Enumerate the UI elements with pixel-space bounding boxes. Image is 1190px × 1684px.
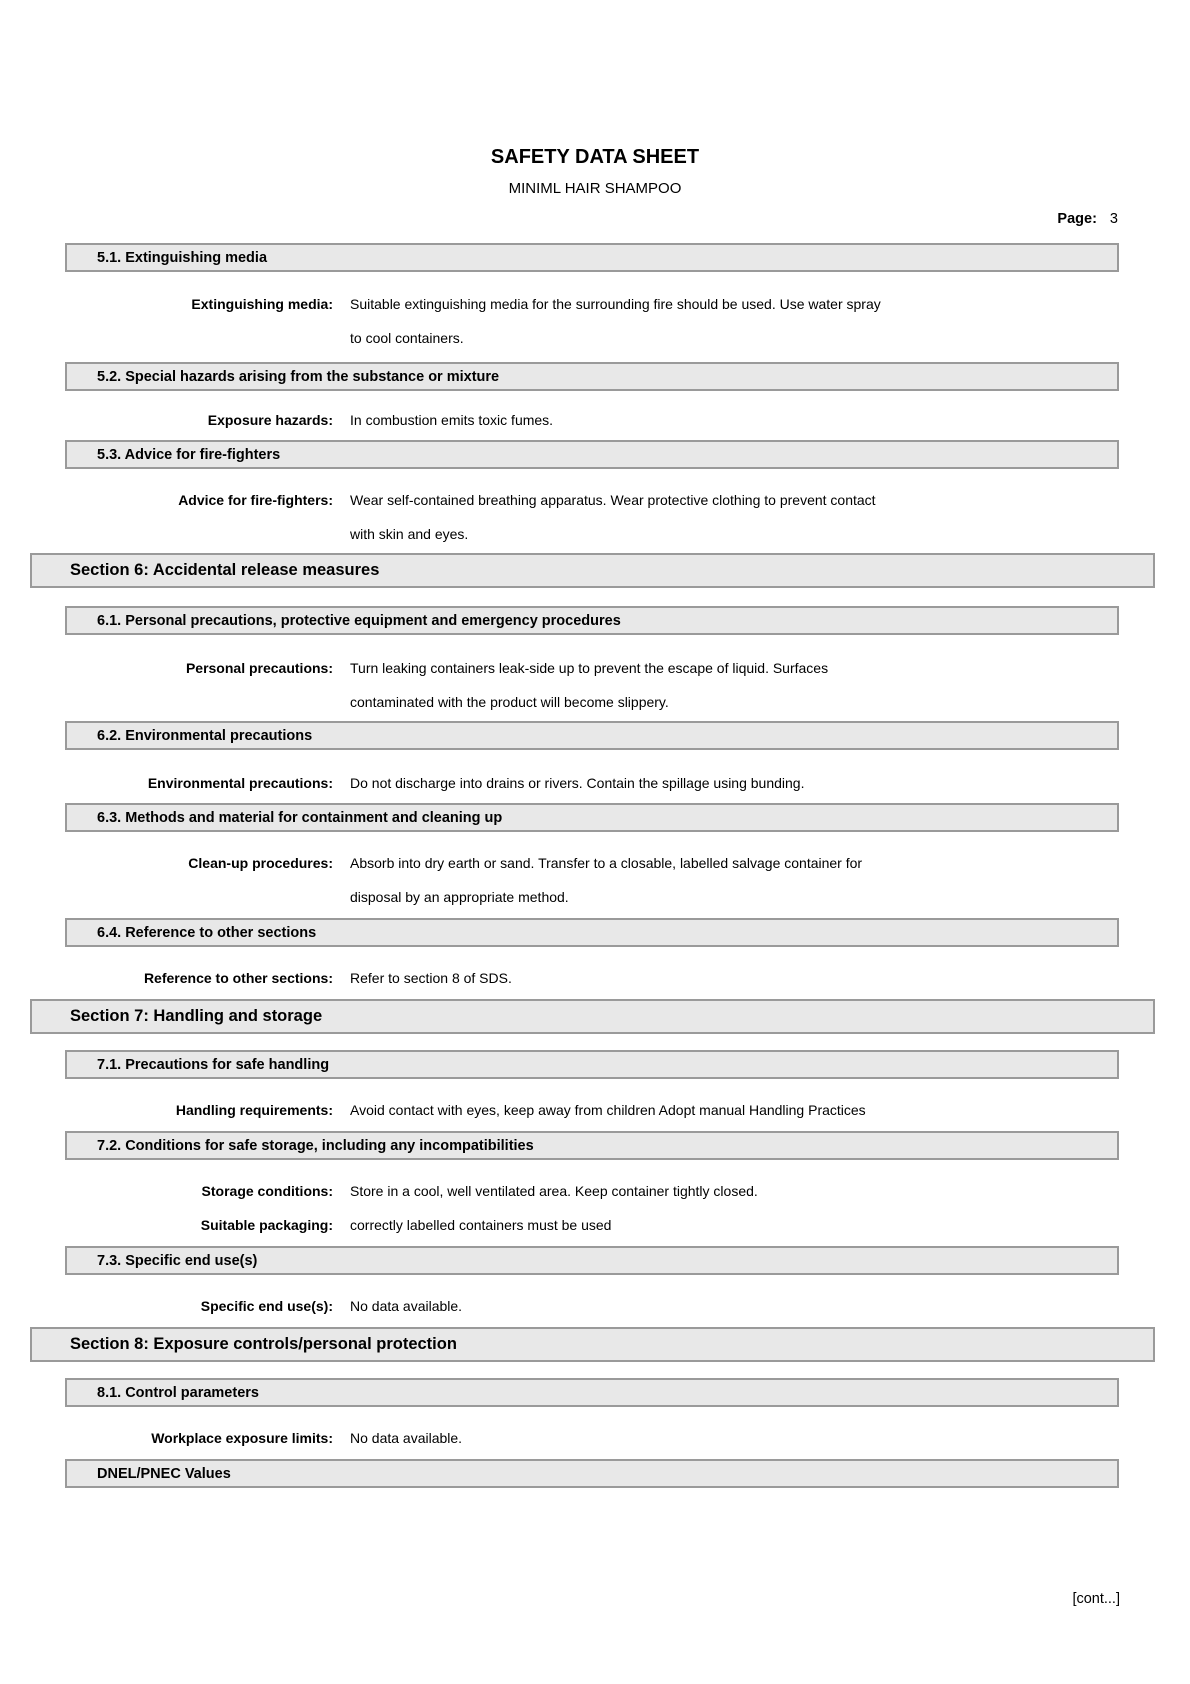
field-value-line: Wear self-contained breathing apparatus. Wear protective clothing to prevent contact xyxy=(350,492,876,508)
field-value-line: Absorb into dry earth or sand. Transfer to a closable, labelled salvage container for xyxy=(350,855,863,871)
field-row-extinguishing-media xyxy=(0,287,1190,355)
field-value-line: No data available. xyxy=(350,1430,463,1446)
field-label: Storage conditions: xyxy=(201,1183,333,1199)
field-value-line: Refer to section 8 of SDS. xyxy=(350,970,512,986)
field-value xyxy=(350,403,553,437)
field-value-line: Avoid contact with eyes, keep away from children Adopt manual Handling Practices xyxy=(350,1102,866,1118)
field-row-exposure-hazards xyxy=(0,403,1190,437)
field-label: Suitable packaging: xyxy=(200,1217,333,1233)
section-header-6-1: 6.1. Personal precautions, protective equipment and emergency procedures xyxy=(65,606,1119,635)
field-value xyxy=(350,1208,611,1242)
section-header-7-1: 7.1. Precautions for safe handling xyxy=(65,1050,1119,1079)
field-label: Clean-up procedures: xyxy=(188,855,333,871)
field-value-line: correctly labelled containers must be used xyxy=(350,1217,612,1233)
field-value xyxy=(350,846,862,914)
section-header-7: Section 7: Handling and storage xyxy=(30,999,1155,1034)
field-label: Handling requirements: xyxy=(175,1102,333,1118)
section-header-6-4: 6.4. Reference to other sections xyxy=(65,918,1119,947)
field-value xyxy=(350,287,881,355)
field-row-reference-to-other-sections xyxy=(0,961,1190,995)
section-header-7-3: 7.3. Specific end use(s) xyxy=(65,1246,1119,1275)
field-label: Exposure hazards: xyxy=(207,412,333,428)
section-header-5-2: 5.2. Special hazards arising from the substance or mixture xyxy=(65,362,1119,391)
section-header-6: Section 6: Accidental release measures xyxy=(30,553,1155,588)
field-value-line: In combustion emits toxic fumes. xyxy=(350,412,554,428)
field-label: Specific end use(s): xyxy=(200,1298,333,1314)
field-row-storage-conditions xyxy=(0,1174,1190,1208)
field-value-line: disposal by an appropriate method. xyxy=(350,889,569,905)
field-row-suitable-packaging xyxy=(0,1208,1190,1242)
field-label: Reference to other sections: xyxy=(143,970,333,986)
field-label: Personal precautions: xyxy=(185,660,333,676)
field-value xyxy=(350,1289,462,1323)
page-number: 3 xyxy=(1109,211,1118,227)
section-header-6-3: 6.3. Methods and material for containment and cleaning up xyxy=(65,803,1119,832)
product-name: MINIML HAIR SHAMPOO xyxy=(508,180,682,197)
continuation-note: [cont...] xyxy=(1072,1591,1120,1607)
page-title: SAFETY DATA SHEET xyxy=(490,146,700,168)
field-value-line: to cool containers. xyxy=(350,330,464,346)
field-value-line: with skin and eyes. xyxy=(350,526,469,542)
field-row-clean-up-procedures xyxy=(0,846,1190,914)
field-row-environmental-precautions xyxy=(0,766,1190,800)
section-header-8-1: 8.1. Control parameters xyxy=(65,1378,1119,1407)
field-value-line: Store in a cool, well ventilated area. Keep container tightly closed. xyxy=(350,1183,758,1199)
section-header-dnel-pnec: DNEL/PNEC Values xyxy=(65,1459,1119,1488)
section-header-6-2: 6.2. Environmental precautions xyxy=(65,721,1119,750)
field-value xyxy=(350,651,828,719)
field-label: Environmental precautions: xyxy=(147,775,333,791)
page-number-line xyxy=(1057,211,1118,228)
field-value-line: contaminated with the product will become slippery. xyxy=(350,694,669,710)
field-label: Extinguishing media: xyxy=(191,296,333,312)
field-value xyxy=(350,766,805,800)
section-header-7-2: 7.2. Conditions for safe storage, including any incompatibilities xyxy=(65,1131,1119,1160)
section-header-5-1: 5.1. Extinguishing media xyxy=(65,243,1119,272)
field-label: Workplace exposure limits: xyxy=(151,1430,333,1446)
field-row-workplace-exposure-limits xyxy=(0,1421,1190,1455)
field-label: Advice for fire-fighters: xyxy=(178,492,333,508)
page-label: Page: xyxy=(1057,211,1097,227)
field-row-handling-requirements xyxy=(0,1093,1190,1127)
field-row-personal-precautions xyxy=(0,651,1190,719)
field-value xyxy=(350,961,512,995)
field-value-line: Turn leaking containers leak-side up to prevent the escape of liquid. Surfaces xyxy=(350,660,829,676)
section-header-8: Section 8: Exposure controls/personal protection xyxy=(30,1327,1155,1362)
section-header-5-3: 5.3. Advice for fire-fighters xyxy=(65,440,1119,469)
field-value xyxy=(350,1421,462,1455)
field-value xyxy=(350,483,876,551)
field-row-specific-end-uses xyxy=(0,1289,1190,1323)
field-value-line: Suitable extinguishing media for the surrounding fire should be used. Use water spray xyxy=(350,296,881,312)
field-value xyxy=(350,1093,866,1127)
field-row-advice-for-fire-fighters xyxy=(0,483,1190,551)
field-value xyxy=(350,1174,758,1208)
field-value-line: Do not discharge into drains or rivers. Contain the spillage using bunding. xyxy=(350,775,805,791)
field-value-line: No data available. xyxy=(350,1298,463,1314)
